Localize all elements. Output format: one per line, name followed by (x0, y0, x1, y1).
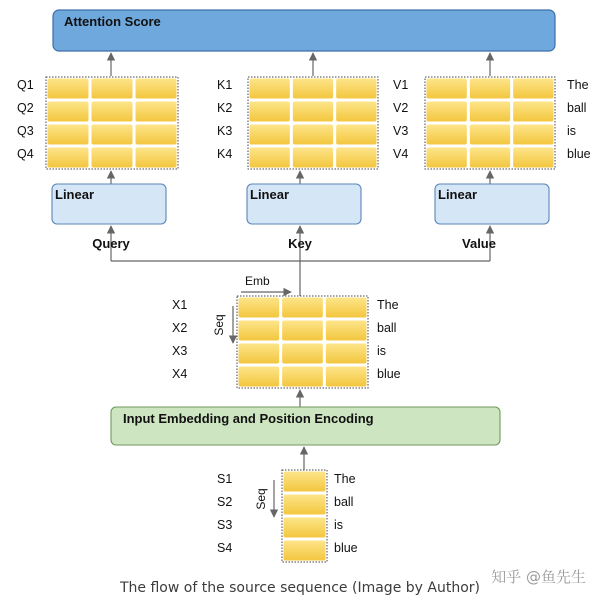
key-row-label: K3 (217, 124, 233, 138)
matrix-cell (282, 344, 323, 364)
matrix-cell (427, 125, 467, 145)
matrix-cell (284, 541, 326, 561)
matrix-cell (470, 148, 510, 168)
value-row-label: V1 (393, 78, 409, 92)
value-row-label: V3 (393, 124, 409, 138)
matrix-cell (427, 148, 467, 168)
query-row-label: Q3 (17, 124, 34, 138)
x-row-label: X3 (172, 344, 188, 358)
value-linear-label: Linear (438, 187, 478, 202)
matrix-cell (427, 79, 467, 99)
value-word-label: is (567, 124, 577, 138)
value-word-label: blue (567, 147, 591, 161)
matrix-cell (326, 344, 367, 364)
x-word-label: The (377, 298, 399, 312)
matrix-cell (336, 79, 376, 99)
matrix-cell (293, 125, 333, 145)
key-row-label: K1 (217, 78, 233, 92)
matrix-cell (513, 79, 553, 99)
s-word-label: ball (334, 495, 354, 509)
query-matrix (46, 77, 178, 169)
value-row-label: V4 (393, 147, 409, 161)
s-row-label: S4 (217, 541, 233, 555)
watermark: 知乎 @鱼先生 (491, 568, 586, 586)
key-label: Key (288, 236, 312, 251)
matrix-cell (326, 298, 367, 318)
matrix-cell (250, 79, 290, 99)
matrix-cell (293, 79, 333, 99)
matrix-cell (326, 321, 367, 341)
matrix-cell (239, 367, 280, 387)
value-row-label: V2 (393, 101, 409, 115)
matrix-cell (92, 148, 133, 168)
s-word-label: The (334, 472, 356, 486)
x-row-label: X2 (172, 321, 188, 335)
value-word-label: ball (567, 101, 587, 115)
matrix-cell (92, 102, 133, 122)
matrix-cell (136, 79, 177, 99)
connectors (111, 53, 490, 517)
query-linear-label: Linear (55, 187, 95, 202)
matrix-cell (250, 125, 290, 145)
figure-caption: The flow of the source sequence (Image by Author) (120, 580, 480, 596)
matrix-cell (48, 125, 89, 145)
matrices (46, 77, 555, 562)
matrix-cell (513, 148, 553, 168)
s-row-label: S3 (217, 518, 233, 532)
matrix-cell (48, 148, 89, 168)
source-matrix (282, 470, 327, 562)
matrix-cell (284, 472, 326, 492)
x-row-label: X1 (172, 298, 188, 312)
x-word-label: is (377, 344, 387, 358)
seq-label-x: Seq (212, 314, 226, 336)
matrix-cell (250, 102, 290, 122)
matrix-cell (326, 367, 367, 387)
matrix-cell (427, 102, 467, 122)
query-row-label: Q1 (17, 78, 34, 92)
matrix-cell (92, 125, 133, 145)
matrix-cell (239, 321, 280, 341)
matrix-cell (470, 125, 510, 145)
matrix-cell (293, 102, 333, 122)
matrix-cell (470, 102, 510, 122)
matrix-cell (282, 298, 323, 318)
matrix-cell (136, 148, 177, 168)
matrix-cell (239, 298, 280, 318)
value-label: Value (462, 236, 496, 251)
value-word-label: The (567, 78, 589, 92)
query-row-label: Q4 (17, 147, 34, 161)
s-word-label: blue (334, 541, 358, 555)
matrix-cell (250, 148, 290, 168)
matrix-cell (136, 102, 177, 122)
matrix-cell (284, 518, 326, 538)
query-label: Query (92, 236, 130, 251)
matrix-cell (282, 321, 323, 341)
matrix-cell (336, 125, 376, 145)
matrix-cell (239, 344, 280, 364)
matrix-cell (282, 367, 323, 387)
seq-label-s: Seq (254, 488, 268, 510)
key-row-label: K4 (217, 147, 233, 161)
attention-score-label: Attention Score (64, 14, 161, 29)
matrix-cell (513, 102, 553, 122)
x-row-label: X4 (172, 367, 188, 381)
matrix-cell (293, 148, 333, 168)
matrix-cell (284, 495, 326, 515)
matrix-cell (136, 125, 177, 145)
key-matrix (248, 77, 378, 169)
matrix-cell (336, 148, 376, 168)
value-matrix (425, 77, 555, 169)
matrix-cell (48, 79, 89, 99)
x-word-label: ball (377, 321, 397, 335)
matrix-cell (513, 125, 553, 145)
s-word-label: is (334, 518, 344, 532)
matrix-cell (48, 102, 89, 122)
s-row-label: S1 (217, 472, 233, 486)
x-word-label: blue (377, 367, 401, 381)
matrix-cell (92, 79, 133, 99)
input-embedding-label: Input Embedding and Position Encoding (123, 411, 374, 426)
s-row-label: S2 (217, 495, 233, 509)
key-row-label: K2 (217, 101, 233, 115)
query-row-label: Q2 (17, 101, 34, 115)
x-embedding-matrix (237, 296, 368, 388)
key-linear-label: Linear (250, 187, 290, 202)
emb-label: Emb (245, 274, 270, 288)
matrix-cell (470, 79, 510, 99)
matrix-cell (336, 102, 376, 122)
